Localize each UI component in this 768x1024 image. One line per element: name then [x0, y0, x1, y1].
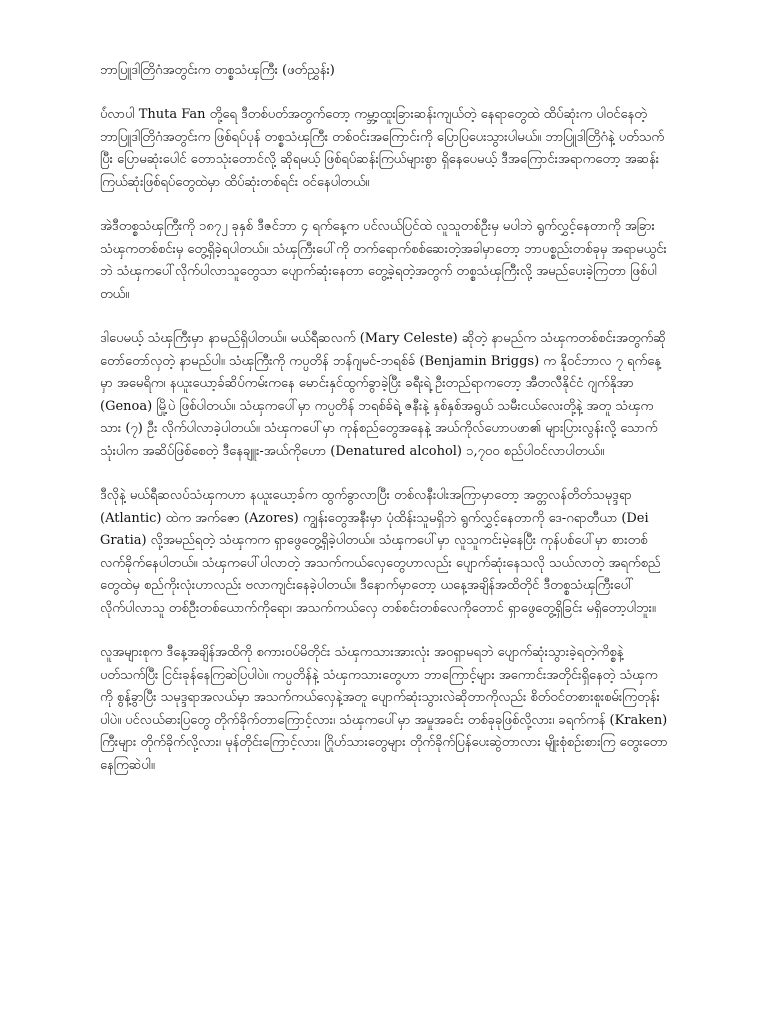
paragraph-5: လူအများစုက ဒီနေ့အချိန်အထိကို စကားဝပ်မိတိုင်း သံၾကသားအားလုံး အဝရှာမရဘဲ ပျောက်ဆုံးသွားခဲ့ရတဲ့ကိစ္စနဲ့ ပတ်သက်ပြီး ငြင်းခုန်နေကြဆဲပြပါပဲ။ ကပ္ပတိန်နဲ့ သံၾကသားတွေဟာ ဘာကြောင့်များ အကောင်းအတိုင်းရှိနေတဲ့ သံၾကကို စွန့်ခွာပြီး သမုဒ္ဒရာအလယ်မှာ အသက်ကယ်လှေနဲ့အတူ ပျောက်ဆုံးသွားလဲဆိုတာကိုလည်း စိတ်ဝင်တစားစူးစမ်းကြတုန်းပါပဲ။ ပင်လယ်ဓားပြတွေ တိုက်ခိုက်တာကြောင့်လား၊ သံၾကပေါ်မှာ အမှုအခင်း တစ်ခုခုဖြစ်လို့လား၊ ခရက်ကန် (Kraken) ကြီးများ တိုက်ခိုက်လို့လား၊ မုန်တိုင်းကြောင့်လား၊ ဂြိုဟ်သားတွေများ တိုက်ခိုက်ပြန်ပေးဆွဲတာလား မျိုးစုံစဉ်းစားကြ တွေးတောနေကြဆဲပါ။	[100, 645, 668, 773]
paragraph-1: ပ်ံလာပါ Thuta Fan တို့ရေ ဒီတစ်ပတ်အတွက်တော့ ကမ္ဘာ့ထူးခြားဆန်းကျယ်တဲ့ နေရာတွေထဲ ထိပ်ဆုံးက ပါဝင်နေတဲ့ ဘာပြူဒါတြိဂံအတွင်းက ဖြစ်ရပ်ပုန် တစ္စသံၾကြီး တစ်ဝင်းအကြောင်းကို ပြောပြပေးသွားပါမယ်။ ဘာပြူဒါတြိဂံနဲ့ ပတ်သက်ပြီး ပြောမဆုံးပေါင် တောသုံးတောင်လို့ ဆိုရမယ့် ဖြစ်ရပ်ဆန်းကြယ်များစွာ ရှိနေပေမယ့် ဒီအကြောင်းအရာကတော့ အဆန်းကြယ်ဆုံးဖြစ်ရပ်တွေထဲမှာ ထိပ်ဆုံးတစ်ရင်း ဝင်နေပါတယ်။	[100, 107, 665, 190]
paragraph-4: ဒီလိုနဲ့ မယ်ရီဆလပ်သံၾကဟာ နယူးယော့ခ်က ထွက်ခွာလာပြီး တစ်လနီးပါးအကြာမှာတော့ အတ္တလန်တိတ်သမုဒ္ဒရာ (Atlantic) ထဲက အက်ဇော (Azores) ကျွန်းတွေအနီးမှာ ပုံထိန်းသူမရှိဘဲ ရွက်လွှင့်နေတာကို ဒေ-ဂရာတီယာ (Dei Gratia) လို့အမည်ရတဲ့ သံၾကက ရှာဖွေတွေ့ရှိခဲ့ပါတယ်။ သံၾကပေါ်မှာ လူသူကင်းမဲ့နေပြီး ကုန်ပစ်ပေါ်မှာ စားတစ်လက်ခိုက်နေပါတယ်။ သံၾကပေါ်ပါလာတဲ့ အသက်ကယ်လှေတွေဟာလည်း ပျောက်ဆုံးနေသလို သယ်လာတဲ့ အရက်စည်တွေထဲမှ စည်ကိုးလုံးဟာလည်း ဗလာကျင်းနေခဲ့ပါတယ်။ ဒီနောက်မှာတော့ ယနေ့အချိန်အထိတိုင် ဒီတစ္စသံၾကြီးပေါ်လိုက်ပါလာသူ တစ်ဦးတစ်ယောက်ကိုရော၊ အသက်ကယ်လှေ တစ်စင်းတစ်လေကိုတောင် ရှာဖွေတွေ့ရှိခြင်း မရှိတော့ပါဘူး။	[100, 488, 661, 616]
paragraph-3: ဒါပေမယ့် သံၾကြီးမှာ နာမည်ရှိပါတယ်။ မယ်ရီဆလက် (Mary Celeste) ဆိုတဲ့ နာမည်က သံၾကတစ်စင်းအတွက်ဆို တော်တော်လှတဲ့ နာမည်ပါ။ သံၾကြီးကို ကပ္ပတိန် ဘန်ဂျမင်-ဘရစ်ခ် (Benjamin Briggs) က နိုဝင်ဘာလ ၇ ရက်နေ့မှာ အမေရိက၊ နယူးယော့ခ်ဆိပ်ကမ်းကနေ မောင်းနှင်ထွက်ခွာခဲ့ပြီး ခရီးရဲ့ ဦးတည်ရာကတော့ အီတလီနိုင်ငံ ဂျက်နိုအာ (Genoa) မြို့ပဲ ဖြစ်ပါတယ်။ သံၾကပေါ်မှာ ကပ္ပတိန် ဘရစ်ခ်ရဲ့ ဇနီးနဲ့ နှစ်နှစ်အရွယ် သမီးငယ်လေးတို့နဲ့ အတူ သံၾကသား (၇) ဦး လိုက်ပါလာခဲ့ပါတယ်။ သံၾကပေါ်မှာ ကုန်စည်တွေအနေနဲ့ အယ်ကိုလ်ဟောပဖာ၏ များပြားလွန်းလို့ သောက်သုံးပါက အဆိပ်ဖြစ်စေတဲ့ ဒီနေချူး-အယ်ကိုဟော (Denatured alcohol) ၁,၇၀၀ စည်ပါဝင်လာပါတယ်။	[100, 331, 666, 459]
document-title: ဘာပြူဒါတြိဂံအတွင်းက တစ္စသံၾကြီး (ဖတ်ညွှန်း)	[100, 63, 335, 78]
paragraph-2: အဲဒီတစ္စသံၾကြီးကို ၁၈၇၂ ခုနှစ် ဒီဇင်ဘာ ၄ ရက်နေ့က ပင်လယ်ပြင်ထဲ လူသူတစ်ဦးမှ မပါဘဲ ရွက်လွှင့်နေတာကို အခြားသံၾကတစ်စင်းမှ တွေ့ရှိခဲ့ရပါတယ်။ သံၾကြီးပေါ်ကို တက်ရောက်စစ်ဆေးတဲ့အခါမှာတော့ ဘာပစ္စည်းတစ်ခုမှ အရာမယွင်းဘဲ သံၾကပေါ်လိုက်ပါလာသူတွေသာ ပျောက်ဆုံးနေတာ တွေ့ခဲ့ရတဲ့အတွက် တစ္စသံၾကြီးလို့ အမည်ပေးခဲ့ကြတာ ဖြစ်ပါတယ်။	[100, 219, 667, 302]
